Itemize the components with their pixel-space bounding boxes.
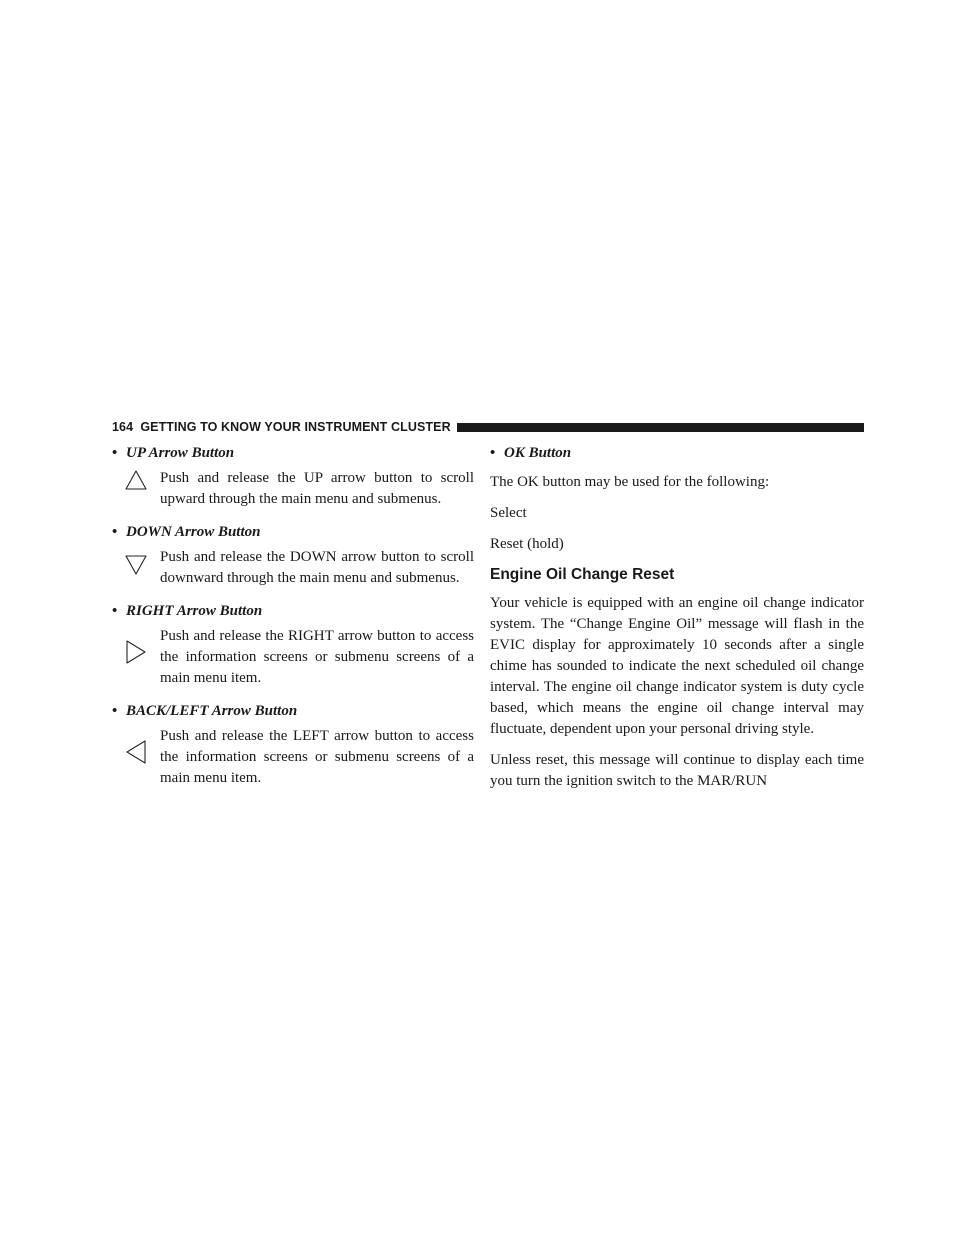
left-arrow-item: [112, 702, 474, 789]
down-arrow-row: [112, 547, 474, 589]
up-arrow-icon: [112, 468, 160, 492]
ok-button-title: OK Button: [504, 445, 572, 461]
up-arrow-row: [112, 468, 474, 510]
ok-option-select: Select: [490, 505, 527, 521]
left-column: [112, 444, 474, 802]
ok-intro: The OK button may be used for the following:: [490, 474, 770, 490]
ok-option-reset: Reset (hold): [490, 536, 564, 552]
right-column: [490, 444, 864, 802]
up-arrow-description: Push and release the UP arrow button to scroll upward through the main menu and submenus.: [160, 470, 474, 507]
left-arrow-description: Push and release the LEFT arrow button to access the information screens or submenu screens of a main menu item.: [160, 728, 474, 786]
page-header: [112, 420, 864, 434]
right-arrow-icon: [112, 626, 160, 666]
ok-button-heading: [490, 444, 864, 463]
right-arrow-description: Push and release the RIGHT arrow button to access the information screens or submenu screens of a main menu item.: [160, 628, 474, 686]
right-arrow-title: RIGHT Arrow Button: [126, 603, 263, 619]
header-label: [112, 420, 457, 434]
section-heading: Engine Oil Change Reset: [490, 566, 675, 583]
down-arrow-title: DOWN Arrow Button: [126, 524, 261, 540]
bullet-dot: •: [112, 524, 118, 540]
left-arrow-title: BACK/LEFT Arrow Button: [126, 703, 298, 719]
chapter-title: GETTING TO KNOW YOUR INSTRUMENT CLUSTER: [140, 420, 451, 434]
down-arrow-heading: [112, 523, 474, 542]
bullet-dot: •: [112, 445, 118, 461]
left-arrow-row: [112, 726, 474, 789]
right-arrow-row: [112, 626, 474, 689]
down-arrow-icon: [112, 547, 160, 579]
up-arrow-item: [112, 444, 474, 510]
right-arrow-item: [112, 602, 474, 689]
oil-change-paragraph: Your vehicle is equipped with an engine oil change indicator system. The “Change Engine Oil” message will flash in the EVIC display for approximately 10 seconds after a single chime has sounded to indicate the next scheduled oil change interval. The engine oil change indicator system is duty cycle based, which means the engine oil change interval may fluctuate, dependent upon your personal driving style.: [490, 595, 864, 737]
down-arrow-item: [112, 523, 474, 589]
right-arrow-heading: [112, 602, 474, 621]
up-arrow-title: UP Arrow Button: [126, 445, 235, 461]
bullet-dot: •: [490, 445, 496, 461]
left-arrow-heading: [112, 702, 474, 721]
bullet-dot: •: [112, 703, 118, 719]
bullet-dot: •: [112, 603, 118, 619]
left-arrow-icon: [112, 726, 160, 766]
header-rule: [457, 423, 864, 432]
reset-paragraph: Unless reset, this message will continue to display each time you turn the ignition switch to the MAR/RUN: [490, 752, 864, 789]
up-arrow-heading: [112, 444, 474, 463]
page-number: 164: [112, 420, 134, 434]
down-arrow-description: Push and release the DOWN arrow button to scroll downward through the main menu and submenus.: [160, 549, 474, 586]
